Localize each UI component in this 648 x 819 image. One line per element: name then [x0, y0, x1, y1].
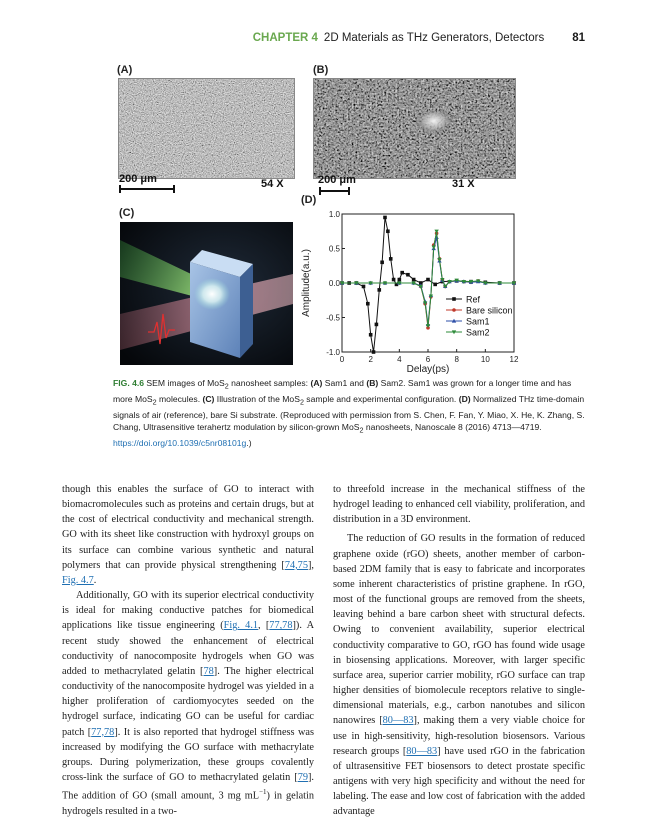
citation-link[interactable]: 80—83: [406, 745, 438, 757]
x-tick-label: 6: [425, 355, 431, 364]
chart-legend: [446, 295, 513, 338]
citation-link[interactable]: 77,78: [91, 726, 115, 738]
body-left-column: [62, 482, 314, 819]
scale-text-b: 200 μm: [318, 174, 356, 186]
x-tick-label: 0: [339, 355, 345, 364]
caption-text: .): [246, 437, 252, 448]
body-text: ], making them a very viable choice for use in high-sensitivity, high-resolution biosensors. Various research groups [: [333, 715, 585, 757]
data-point: [432, 246, 436, 250]
data-point: [383, 216, 387, 220]
caption-panel-ref: (D): [458, 393, 471, 404]
data-point: [389, 257, 393, 261]
body-right-column: [333, 482, 585, 819]
panel-b-label: (B): [313, 64, 329, 76]
sem-image-sam2: [313, 78, 516, 179]
caption-sub: 2: [299, 398, 304, 407]
body-text: The reduction of GO results in the formation of reduced graphene oxide (rGO) sheets, another member of carbon-based 2DM family that is easy to fabricate and incorporates some inherent characteristics of pristine graphene. In rGO, most of the functional groups are removed from the sheets, leaving behind a bare carbon sheet with structural defects. Owing to convenient availability, superior electrical conductivity comparative to GO, rGO has found wide usage in biosensing applications. Moreover, with larger specific surface area, superior carrier mobility, rGO surface can trap higher densities of biomolecule receptors relative to single-dimensional materials, e.g., carbon nanotubes and silicon nanowires [: [333, 533, 585, 727]
paragraph: [333, 531, 585, 819]
caption-text: Normalized THz time-domain signals of air (reference), bare Si substrate. (Reproduced with permission from S. Chen, F. Fan, Y. Miao, X. He, K. Zhang, S. Chang, Ultrasensitive terahertz modulation by silicon-grown MoS: [113, 393, 585, 433]
data-point: [400, 271, 404, 275]
legend-label: Ref: [466, 294, 481, 305]
legend-label: Sam2: [466, 327, 490, 338]
chapter-title: 2D Materials as THz Generators, Detectors: [323, 32, 545, 44]
data-point: [386, 229, 390, 233]
y-tick-label: 1.0: [328, 210, 340, 219]
x-tick-label: 12: [509, 355, 519, 364]
caption-sub: 2: [224, 382, 229, 391]
thz-signal-chart: [296, 206, 522, 374]
body-text: ]. The addition of GO (small amount, 3 mg mL: [62, 771, 314, 802]
caption-text: SEM images of MoS: [144, 378, 225, 388]
caption-fig-label: FIG. 4.6: [113, 378, 145, 388]
paragraph: [62, 588, 314, 819]
x-axis-label: Delay(ps): [406, 364, 450, 374]
figure-link[interactable]: Fig. 4.7: [62, 574, 94, 586]
body-text: ] have used rGO in the fabrication of ultrasensitive FET biosensors to detect prostate specific antigens with very high specificity and without the need for labeling. The ease and low cost of fabrication with the added advantage: [333, 745, 585, 818]
running-head: [0, 32, 585, 44]
x-tick-label: 8: [454, 355, 459, 364]
caption-text: nanosheet samples:: [228, 378, 311, 388]
data-point: [372, 350, 376, 354]
paragraph: [62, 482, 314, 588]
chart-axes: [301, 210, 519, 374]
body-text: ]). A recent study showed the enhancement of electrical conductivity of nanocomposite hydrogels when GO was added to methacrylated gelatin [: [62, 620, 315, 677]
y-tick-label: 0.0: [328, 279, 340, 288]
caption-panel-ref: (B): [366, 378, 379, 388]
data-point: [369, 333, 373, 337]
body-text: ],: [307, 559, 314, 571]
legend-label: Sam1: [466, 316, 490, 327]
panel-d-label: (D): [301, 194, 317, 206]
data-point: [362, 285, 366, 289]
citation-link[interactable]: 77,78: [269, 620, 293, 632]
citation-link[interactable]: 78: [203, 665, 214, 677]
caption-text: Sam2. Sam1 was grown for a longer time and has more MoS: [113, 378, 572, 404]
figure-link[interactable]: Fig. 4.1: [223, 620, 259, 632]
caption-text: nanosheets, Nanoscale 8 (2016) 4713—4719.: [363, 422, 542, 433]
page-number: 81: [572, 32, 585, 44]
sem-image-sam1: [118, 78, 295, 179]
y-tick-label: -0.5: [326, 313, 340, 323]
caption-text: molecules.: [156, 393, 203, 404]
magnification-b: 31 X: [452, 178, 475, 190]
panel-c-label: (C): [119, 207, 135, 219]
legend-label: Bare silicon: [466, 305, 513, 316]
body-text: ) in gelatin hydrogels resulted in a two-: [62, 790, 315, 817]
scale-bar-b: [319, 190, 350, 192]
magnification-a: 54 X: [261, 178, 284, 190]
caption-panel-ref: (C): [202, 393, 215, 404]
data-point: [377, 288, 381, 292]
body-text: though this enables the surface of GO to interact with biomacromolecules such as proteins and certain drugs, but at the cost of electrical conductivity and mechanical strength. GO with its sheet like construction with hydroxyl groups on its surface can combine various synthetic and natural polymers that can provide physical strengthening [: [62, 484, 314, 571]
body-text: to threefold increase in the mechanical stiffness of the hydrogel leading to enhanced cell viability, proliferation, and distribution in a 3D environment.: [333, 484, 585, 526]
body-text: , [: [258, 620, 270, 632]
x-tick-label: 4: [397, 355, 402, 364]
caption-sub: 2: [359, 426, 364, 435]
citation-link[interactable]: 74,75: [284, 559, 308, 571]
x-tick-label: 2: [368, 355, 373, 364]
data-point: [426, 278, 430, 282]
caption-text: Sam1 and: [322, 378, 367, 388]
panel-a-label: (A): [117, 64, 133, 76]
body-text: ]. The higher electrical conductivity of the nanocomposite hydrogel was yielded in a higher proliferation of cardiomyocytes seeded on the hydrogel surface, indicating GO can be useful for cardiac patch [: [62, 665, 314, 738]
data-point: [375, 323, 379, 327]
caption-panel-ref: (A): [310, 378, 323, 388]
data-point: [437, 258, 441, 262]
data-point: [452, 308, 456, 312]
chart-series-group: [340, 216, 516, 354]
scale-text-a: 200 μm: [119, 173, 157, 185]
y-axis-label: Amplitude(a.u.): [301, 249, 312, 317]
y-tick-label: 0.5: [328, 244, 340, 254]
paragraph: [333, 482, 585, 527]
scale-bar-a: [119, 188, 175, 190]
data-point: [392, 278, 396, 282]
data-point: [380, 261, 384, 265]
caption-text: Illustration of the MoS: [214, 393, 300, 404]
citation-link[interactable]: 79: [297, 771, 308, 783]
y-tick-label: -1.0: [326, 348, 340, 357]
figure-caption: [113, 377, 589, 449]
experiment-illustration: [120, 222, 293, 365]
data-point: [406, 273, 410, 277]
body-text: .: [93, 574, 97, 586]
body-text: ]. It is also reported that hydrogel stiffness was increased by modifying the GO surface with methacrylate groups. During polymerization, these groups covalently cross-link the surface of GO to methacrylated gelatin [: [62, 726, 314, 783]
data-point: [433, 283, 437, 287]
citation-link[interactable]: 80—83: [382, 715, 414, 727]
caption-sub: 2: [152, 398, 157, 407]
doi-link[interactable]: https://doi.org/10.1039/c5nr08101g: [113, 437, 247, 448]
caption-text: sample and experimental configuration.: [303, 393, 459, 404]
chapter-label: CHAPTER 4: [252, 32, 318, 44]
x-tick-label: 10: [480, 355, 490, 364]
data-point: [366, 302, 370, 306]
body-text: Additionally, GO with its superior electrical conductivity is ideal for making conductive patches for biomedical applications like tissue engineering (: [62, 590, 314, 632]
data-point: [452, 297, 456, 301]
superscript: −1: [259, 788, 267, 797]
